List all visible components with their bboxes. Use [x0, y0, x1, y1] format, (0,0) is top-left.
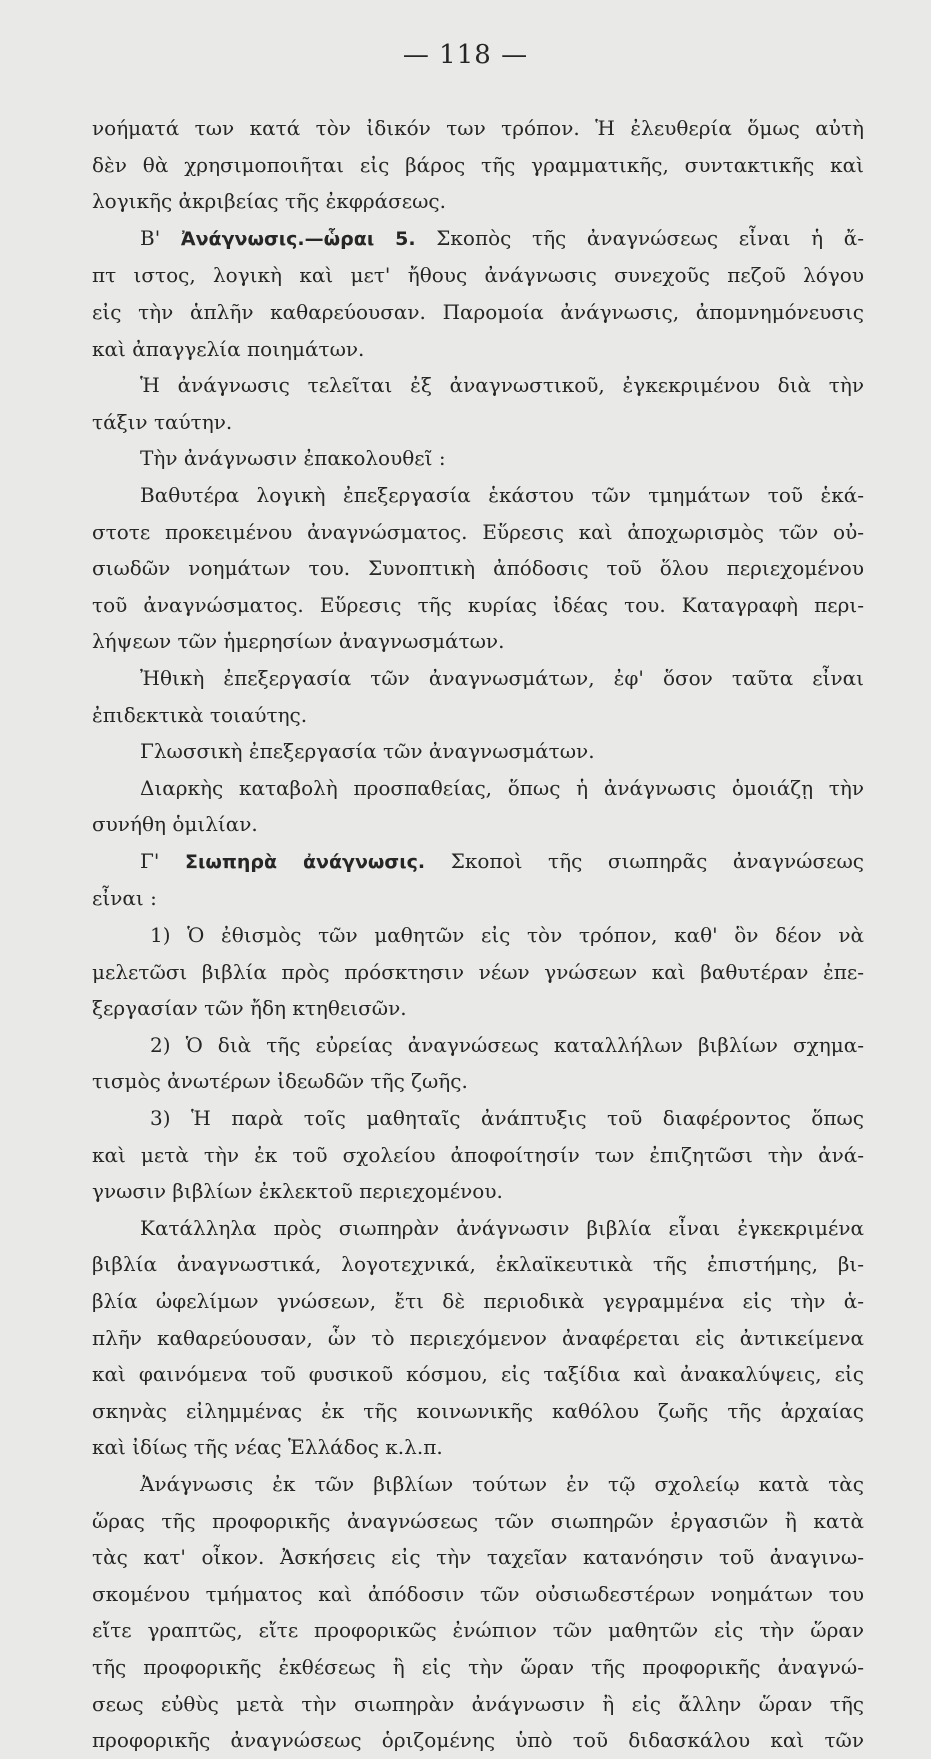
text-line: καὶ μετὰ τὴν ἐκ τοῦ σχολείου ἀποφοίτησίν των ἐπιζητῶσι τὴν ἀνά- [92, 1142, 864, 1167]
section-heading-tail: Σκοπὸς τῆς ἀναγνώσεως εἶναι ἡ ἄ- [415, 225, 864, 250]
section-heading: Ἀνάγνωσις.—ὧραι 5. [180, 227, 416, 250]
text-line: προφορικῆς ἀναγνώσεως ὁριζομένης ὑπὸ τοῦ διδασκάλου καὶ τῶν [92, 1728, 864, 1753]
text-line: εἰς τὴν ἁπλῆν καθαρεύουσαν. Παρομοία ἀνάγνωσις, ἀπομνημόνευσις [92, 299, 864, 324]
text-line: σιωδῶν νοημάτων του. Συνοπτικὴ ἀπόδοσις τοῦ ὅλου περιεχομένου [92, 556, 864, 581]
text-line: καὶ ἰδίως τῆς νέας Ἑλλάδος κ.λ.π. [92, 1435, 443, 1460]
text-line: Ἀνάγνωσις ἐκ τῶν βιβλίων τούτων ἐν τῷ σχολείῳ κατὰ τὰς [140, 1471, 864, 1496]
text-line: Ἠθικὴ ἐπεξεργασία τῶν ἀναγνωσμάτων, ἐφ' ὅσον ταῦτα εἶναι [140, 665, 864, 690]
text-line: ὥρας τῆς προφορικῆς ἀναγνώσεως τῶν σιωπηρῶν ἐργασιῶν ἢ κατὰ [92, 1508, 864, 1533]
text-line: Γλωσσικὴ ἐπεξεργασία τῶν ἀναγνωσμάτων. [140, 739, 595, 764]
text-line: Βαθυτέρα λογικὴ ἐπεξεργασία ἑκάστου τῶν τμημάτων τοῦ ἑκά- [140, 482, 864, 507]
text-line: δὲν θὰ χρησιμοποιῆται εἰς βάρος τῆς γραμματικῆς, συντακτικῆς καὶ [92, 152, 864, 177]
text-line: Τὴν ἀνάγνωσιν ἐπακολουθεῖ : [140, 446, 446, 471]
text-line: Διαρκὴς καταβολὴ προσπαθείας, ὅπως ἡ ἀνάγνωσις ὁμοιάζῃ τὴν [140, 775, 864, 800]
text-line: εἴτε γραπτῶς, εἴτε προφορικῶς ἐνώπιον τῶν μαθητῶν εἰς τὴν ὥραν [92, 1618, 864, 1643]
text-line: πτ ιστος, λογικὴ καὶ μετ' ἤθους ἀνάγνωσις συνεχοῦς πεζοῦ λόγου [92, 263, 864, 288]
text-line: καὶ ἀπαγγελία ποιημάτων. [92, 336, 365, 361]
text-line: σκομένου τμήματος καὶ ἀπόδοσιν τῶν οὐσιωδεστέρων νοημάτων του [92, 1581, 864, 1606]
list-item-line: 1) Ὁ ἐθισμὸς τῶν μαθητῶν εἰς τὸν τρόπον, καθ' ὃν δέον νὰ [150, 923, 864, 948]
list-item-line: 3) Ἡ παρὰ τοῖς μαθηταῖς ἀνάπτυξις τοῦ διαφέροντος ὅπως [150, 1106, 864, 1131]
text-line: σκηνὰς εἰλημμένας ἐκ τῆς κοινωνικῆς καθόλου ζωῆς τῆς ἀρχαίας [92, 1398, 864, 1423]
text-line: συνήθη ὁμιλίαν. [92, 812, 258, 837]
list-item-line: 2) Ὁ διὰ τῆς εὐρείας ἀναγνώσεως καταλλήλων βιβλίων σχημα- [150, 1032, 864, 1057]
section-letter: Β' [140, 225, 181, 250]
page-body [92, 110, 864, 1759]
section-letter: Γ' [140, 848, 185, 873]
text-line: βλία ὠφελίμων γνώσεων, ἔτι δὲ περιοδικὰ γεγραμμένα εἰς τὴν ἁ- [92, 1289, 864, 1313]
text-line: ἐπιδεκτικὰ τοιαύτης. [92, 702, 308, 727]
text-line: γνωσιν βιβλίων ἐκλεκτοῦ περιεχομένου. [92, 1179, 503, 1204]
section-heading-tail: Σκοποὶ τῆς σιωπηρᾶς ἀναγνώσεως [425, 848, 864, 873]
text-line: καὶ φαινόμενα τοῦ φυσικοῦ κόσμου, εἰς ταξίδια καὶ ἀνακαλύψεις, εἰς [92, 1362, 864, 1387]
text-line: τισμὸς ἀνωτέρων ἰδεωδῶν τῆς ζωῆς. [92, 1069, 468, 1094]
page-number: — 118 — [402, 40, 529, 70]
text-line: στοτε προκειμένου ἀναγνώσματος. Εὕρεσις καὶ ἀποχωρισμὸς τῶν οὐ- [92, 519, 864, 544]
text-line: λογικῆς ἀκριβείας τῆς ἐκφράσεως. [92, 189, 446, 214]
text-line: τάξιν ταύτην. [92, 409, 233, 434]
text-line: σεως εὐθὺς μετὰ τὴν σιωπηρὰν ἀνάγνωσιν ἢ εἰς ἄλλην ὥραν τῆς [92, 1691, 864, 1716]
section-heading-line [92, 843, 864, 881]
section-heading: Σιωπηρὰ ἀνάγνωσις. [184, 850, 426, 873]
text-line: τῆς προφορικῆς ἐκθέσεως ἢ εἰς τὴν ὥραν τῆς προφορικῆς ἀναγνώ- [92, 1654, 864, 1679]
text-line: νοήματά των κατά τὸν ἰδικόν των τρόπον. Ἡ ἐλευθερία ὅμως αὐτὴ [92, 116, 864, 140]
text-line: μελετῶσι βιβλία πρὸς πρόσκτησιν νέων γνώσεων καὶ βαθυτέραν ἐπε- [92, 959, 864, 984]
text-line: λήψεων τῶν ἡμερησίων ἀναγνωσμάτων. [92, 629, 505, 654]
text-line: τοῦ ἀναγνώσματος. Εὕρεσις τῆς κυρίας ἰδέας του. Καταγραφὴ περι- [92, 592, 864, 617]
text-line: Ἡ ἀνάγνωσις τελεῖται ἐξ ἀναγνωστικοῦ, ἐγκεκριμένου διὰ τὴν [140, 373, 864, 398]
text-line: τὰς κατ' οἶκον. Ἀσκήσεις εἰς τὴν ταχεῖαν κατανόησιν τοῦ ἀναγινω- [92, 1545, 864, 1570]
text-line: ξεργασίαν τῶν ἤδη κτηθεισῶν. [92, 996, 407, 1021]
text-line: εἶναι : [92, 886, 157, 911]
text-line: βιβλία ἀναγνωστικά, λογοτεχνικά, ἐκλαϊκευτικὰ τῆς ἐπιστήμης, βι- [92, 1252, 864, 1277]
text-line: Κατάλληλα πρὸς σιωπηρὰν ἀνάγνωσιν βιβλία εἶναι ἐγκεκριμένα [140, 1215, 864, 1240]
text-line: πλῆν καθαρεύουσαν, ὧν τὸ περιεχόμενον ἀναφέρεται εἰς ἀντικείμενα [92, 1325, 864, 1350]
section-heading-line [92, 220, 864, 258]
